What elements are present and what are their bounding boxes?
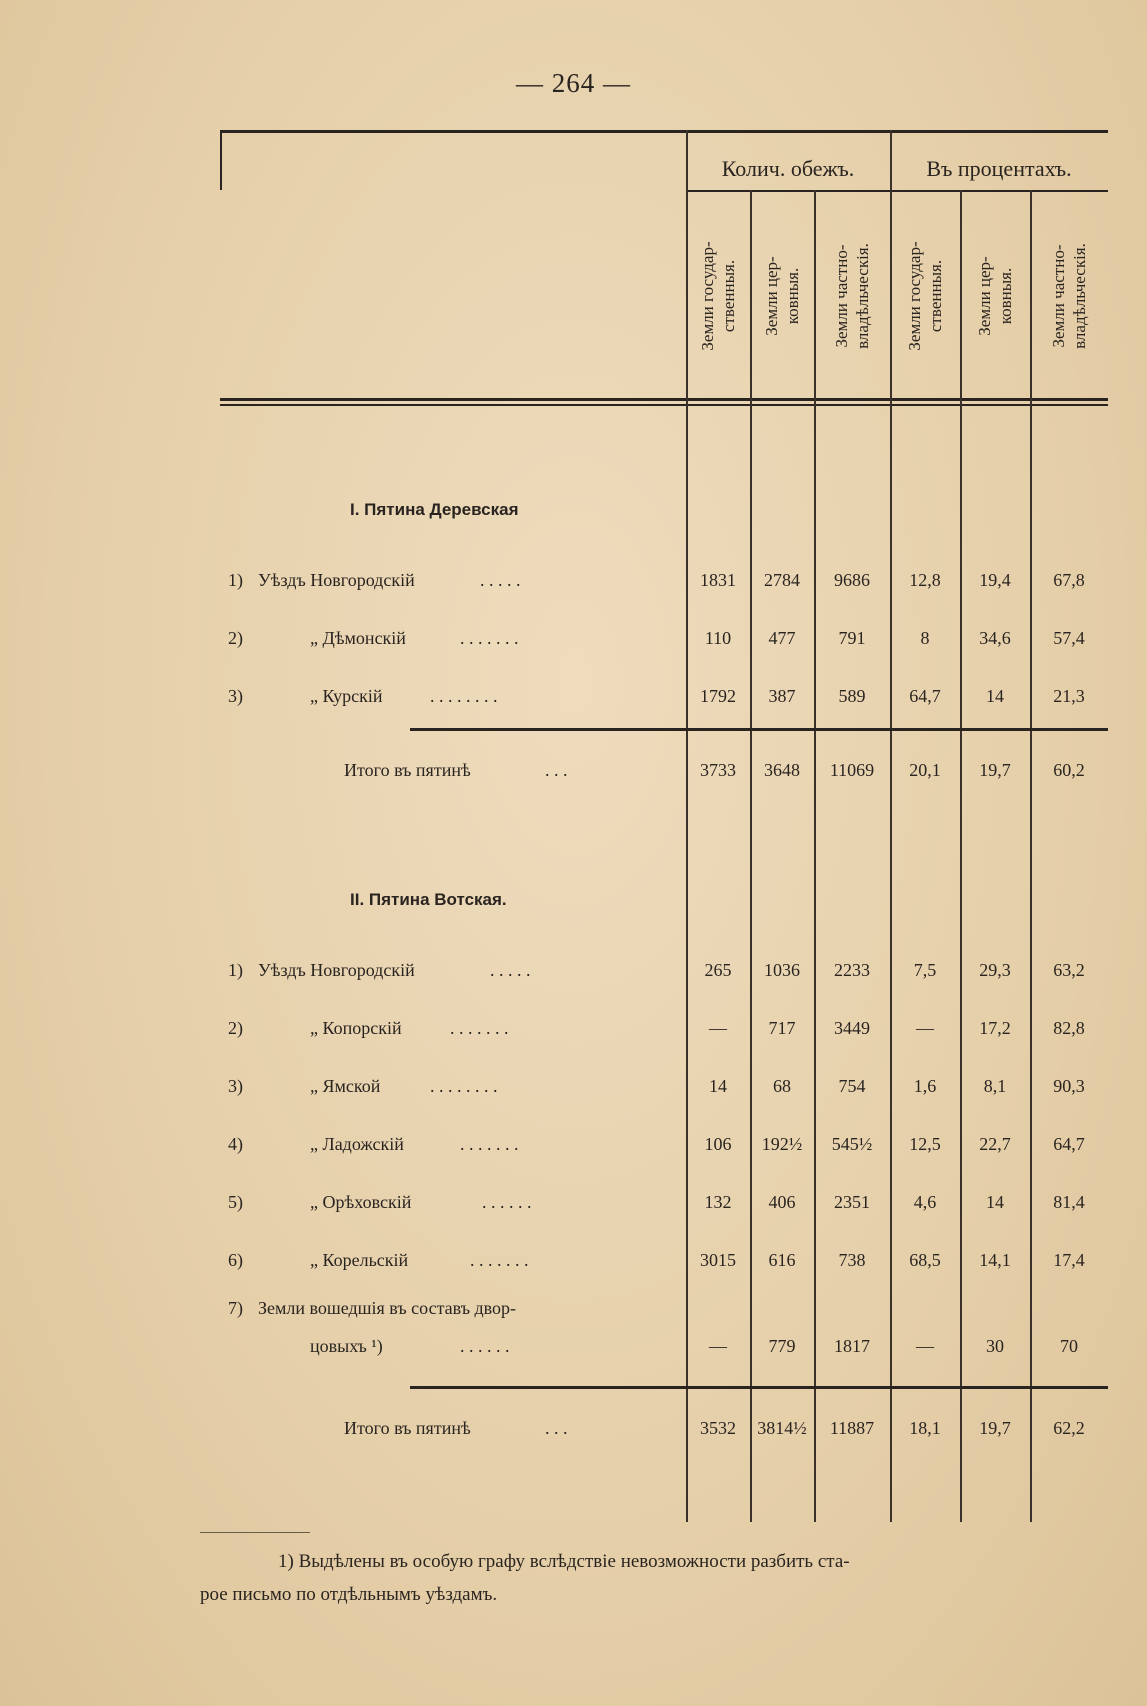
table-cell: 12,8 [909, 570, 941, 590]
table-cell: 82,8 [1053, 1018, 1085, 1038]
table-cell: 19,4 [979, 570, 1011, 590]
table-cell: 8 [920, 628, 930, 648]
table-cell: 2784 [764, 570, 800, 590]
table-cell: 19,7 [979, 1418, 1011, 1438]
table-cell: 67,8 [1053, 570, 1085, 590]
row-number: 1) [228, 570, 243, 590]
table-cell: — [916, 1018, 934, 1038]
leader-dots: . . . . . . . [450, 1018, 509, 1038]
table-cell: 1036 [764, 960, 800, 980]
table-cell: 3449 [834, 1018, 870, 1038]
column-header: Земли цер- ковныя. [762, 256, 802, 336]
row-number: 1) [228, 960, 243, 980]
table-cell: 387 [768, 686, 796, 706]
column-header: Земли государ- ственныя. [698, 241, 738, 351]
row-number: 5) [228, 1192, 243, 1212]
subtotal-rule [410, 728, 1108, 731]
table-cell: 12,5 [909, 1134, 941, 1154]
leader-dots: . . . [545, 1418, 568, 1438]
table-cell: 14,1 [979, 1250, 1011, 1270]
leader-dots: . . . . . [490, 960, 531, 980]
table-cell: 192½ [761, 1134, 803, 1154]
table-cell: 1831 [700, 570, 736, 590]
row-name: „ Ямской [310, 1076, 381, 1096]
table-cell: 14 [986, 1192, 1004, 1212]
table-cell: 545½ [831, 1134, 873, 1154]
table-cell: 738 [838, 1250, 866, 1270]
group-header-counts: Колич. обежъ. [721, 156, 855, 181]
table-cell: 64,7 [1053, 1134, 1085, 1154]
table-cell: 68 [773, 1076, 791, 1096]
table-cell: 14 [709, 1076, 727, 1096]
table-cell: 17,4 [1053, 1250, 1085, 1270]
column-header: Земли цер- ковныя. [975, 256, 1015, 336]
table-cell: 21,3 [1053, 686, 1085, 706]
table-cell: 11069 [829, 760, 875, 780]
row-name: „ Дѣмонскій [310, 628, 406, 648]
header-bottom-rule [220, 398, 1108, 401]
table-cell: 11887 [829, 1418, 875, 1438]
table-cell: 7,5 [913, 960, 937, 980]
row-name: „ Орѣховскій [310, 1192, 412, 1212]
leader-dots: . . . [545, 760, 568, 780]
page-number: — 264 — [516, 68, 631, 98]
row-number: 3) [228, 1076, 243, 1096]
row-name: „ Корельскій [310, 1250, 409, 1270]
table-cell: 3532 [700, 1418, 736, 1438]
leader-dots: . . . . . . . . [430, 686, 498, 706]
table-cell: 4,6 [913, 1192, 937, 1212]
column-header: Земли частно- владѣльческія. [1049, 243, 1089, 349]
table-cell: — [916, 1336, 934, 1356]
table-left-border [220, 130, 222, 190]
table-cell: 2351 [834, 1192, 870, 1212]
leader-dots: . . . . . [480, 570, 521, 590]
row-name: „ Копорскій [310, 1018, 402, 1038]
table-cell: 406 [768, 1192, 796, 1212]
row-name: Уѣздъ Новгородскій [258, 960, 415, 980]
row-number: 4) [228, 1134, 243, 1154]
table-cell: 90,3 [1053, 1076, 1085, 1096]
table-cell: 717 [768, 1018, 796, 1038]
section-title: I. Пятина Деревская [350, 500, 519, 519]
subtotal-rule [410, 1386, 1108, 1389]
row-number: 7) [228, 1298, 243, 1318]
column-header: Земли государ- ственныя. [905, 241, 945, 351]
table-cell: 64,7 [909, 686, 941, 706]
leader-dots: . . . . . . . [470, 1250, 529, 1270]
total-label: Итого въ пятинѣ [344, 1418, 471, 1438]
table-cell: 1,6 [913, 1076, 937, 1096]
row-name: Земли вошедшія въ составъ двор- [258, 1298, 517, 1318]
row-number: 6) [228, 1250, 243, 1270]
table-cell: 106 [704, 1134, 732, 1154]
leader-dots: . . . . . . . [460, 1134, 519, 1154]
row-name: „ Ладожскій [310, 1134, 404, 1154]
row-name-continued: цовыхъ ¹) [310, 1336, 383, 1356]
table-cell: 3015 [700, 1250, 736, 1270]
header-bottom-rule-2 [220, 404, 1108, 406]
table-cell: 34,6 [979, 628, 1011, 648]
table-cell: 30 [986, 1336, 1004, 1356]
leader-dots: . . . . . . [482, 1192, 532, 1212]
table-top-rule [220, 130, 1108, 133]
table-cell: 754 [838, 1076, 866, 1096]
row-number: 2) [228, 628, 243, 648]
table-cell: 81,4 [1053, 1192, 1085, 1212]
table-cell: 791 [838, 628, 866, 648]
table-cell: 477 [768, 628, 796, 648]
footnote-rule [200, 1532, 310, 1533]
column-header: Земли частно- владѣльческія. [832, 243, 872, 349]
section-title: II. Пятина Вотская. [350, 890, 507, 909]
table-cell: 779 [768, 1336, 796, 1356]
leader-dots: . . . . . . [460, 1336, 510, 1356]
table-cell: 29,3 [979, 960, 1011, 980]
row-number: 2) [228, 1018, 243, 1038]
table-cell: 70 [1060, 1336, 1078, 1356]
leader-dots: . . . . . . . . [430, 1076, 498, 1096]
table-cell: 22,7 [979, 1134, 1011, 1154]
table-cell: 57,4 [1053, 628, 1085, 648]
table-cell: 19,7 [979, 760, 1011, 780]
table-cell: 265 [704, 960, 732, 980]
table-cell: 62,2 [1053, 1418, 1085, 1438]
row-name: Уѣздъ Новгородскій [258, 570, 415, 590]
table-cell: 17,2 [979, 1018, 1011, 1038]
table-cell: 110 [704, 628, 732, 648]
total-label: Итого въ пятинѣ [344, 760, 471, 780]
group-header-percent: Въ процентахъ. [926, 156, 1072, 181]
table-cell: 18,1 [909, 1418, 941, 1438]
footnote-line: 1) Выдѣлены въ особую графу вслѣдствіе невозможности разбить ста- [278, 1551, 850, 1572]
table-cell: 589 [838, 686, 866, 706]
table-cell: 68,5 [909, 1250, 941, 1270]
table-cell: 132 [704, 1192, 732, 1212]
table-cell: 1817 [834, 1336, 870, 1356]
table-cell: 63,2 [1053, 960, 1085, 980]
table-row [220, 1298, 1108, 1328]
table-cell: 14 [986, 686, 1004, 706]
row-number: 3) [228, 686, 243, 706]
table-cell: 3814½ [757, 1418, 807, 1438]
row-name: „ Курскій [310, 686, 383, 706]
land-table [220, 130, 1108, 1522]
table-cell: 3733 [700, 760, 736, 780]
table-cell: — [709, 1336, 727, 1356]
leader-dots: . . . . . . . [460, 628, 519, 648]
footnote-line: рое письмо по отдѣльнымъ уѣздамъ. [200, 1584, 498, 1605]
table-cell: 9686 [834, 570, 870, 590]
table-cell: 60,2 [1053, 760, 1085, 780]
table-cell: 8,1 [983, 1076, 1007, 1096]
footnote [200, 1545, 1110, 1611]
table-cell: — [709, 1018, 727, 1038]
table-cell: 616 [768, 1250, 796, 1270]
table-cell: 2233 [834, 960, 870, 980]
table-cell: 1792 [700, 686, 736, 706]
table-cell: 20,1 [909, 760, 941, 780]
table-cell: 3648 [764, 760, 800, 780]
